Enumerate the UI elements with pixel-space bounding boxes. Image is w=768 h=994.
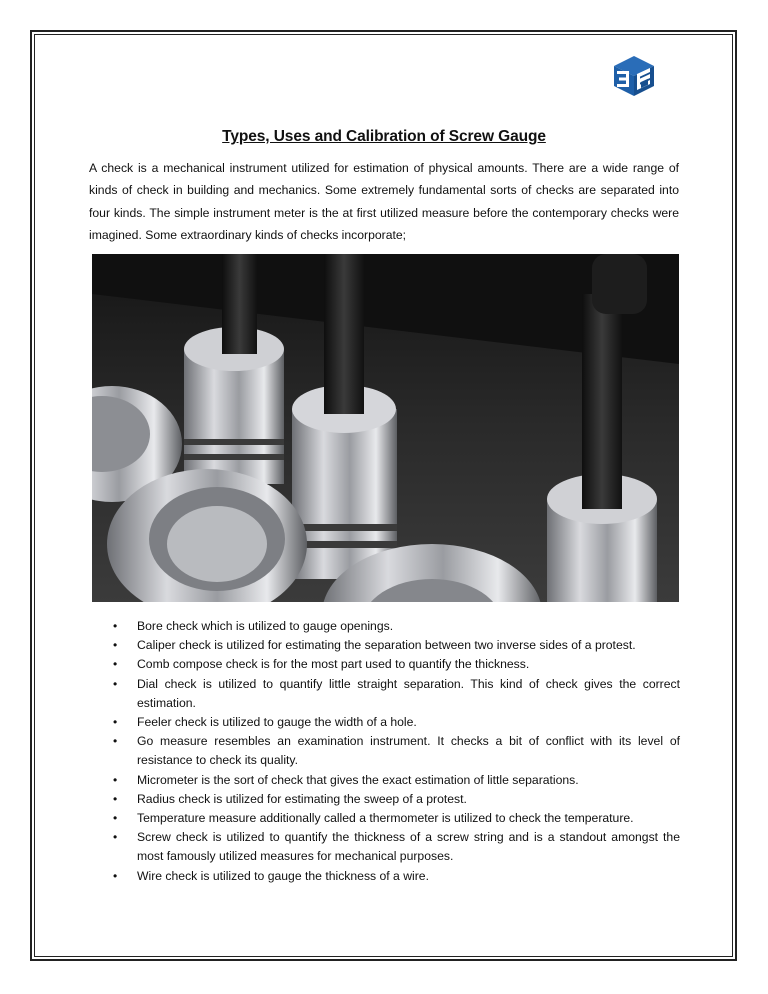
bullet-icon: • (113, 619, 118, 633)
list-item: • Radius check is utilized for estimating the sweep of a protest. (110, 790, 680, 809)
bullet-icon: • (113, 772, 118, 787)
bullet-icon: • (113, 868, 118, 883)
bullet-icon: • (113, 657, 118, 672)
list-item: • Screw check is utilized to quantify the thickness of a screw string and is a standout amongst the most famously utilized measures for mechanical purposes. (113, 830, 680, 864)
list-item: • Dial check is utilized to quantify little straight separation. This kind of check gives the correct estimation. (113, 676, 680, 710)
list-item: • Go measure resembles an examination instrument. It checks a bit of conflict with its level of resistance to check its quality. (113, 734, 680, 768)
bullet-icon: • (113, 791, 118, 806)
bullet-icon: • (113, 811, 118, 826)
screw-gauge-photo (92, 254, 679, 602)
bullet-icon: • (113, 638, 118, 653)
list-item: • Bore check which is utilized to gauge openings. (110, 617, 680, 636)
bullet-icon: • (113, 715, 118, 730)
list-item: • Micrometer is the sort of check that gives the exact estimation of little separations. (110, 771, 680, 790)
list-item: • Feeler check is utilized to gauge the width of a hole. (110, 713, 680, 732)
bullet-icon: • (113, 830, 118, 845)
document-title: Types, Uses and Calibration of Screw Gauge (222, 128, 546, 145)
bullet-icon: • (113, 734, 118, 749)
gauge-types-list (110, 617, 680, 886)
list-item: • Wire check is utilized to gauge the thickness of a wire. (110, 867, 680, 886)
3eg-cube-logo-icon (612, 54, 656, 98)
intro-paragraph: A check is a mechanical instrument utilized for estimation of physical amounts. There are a wide range of kinds of check in building and mechanics. Some extremely fundamental sorts of checks are separated into four kinds. The simple instrument meter is the at first utilized measure before the contemporary checks were imagined. Some extraordinary kinds of checks incorporate; (89, 161, 679, 242)
list-item: • Temperature measure additionally called a thermometer is utilized to check the temperature. (110, 809, 680, 828)
bullet-icon: • (113, 676, 118, 691)
list-item: • Comb compose check is for the most part used to quantify the thickness. (110, 655, 680, 674)
list-item: • Caliper check is utilized for estimating the separation between two inverse sides of a protest. (110, 636, 680, 655)
